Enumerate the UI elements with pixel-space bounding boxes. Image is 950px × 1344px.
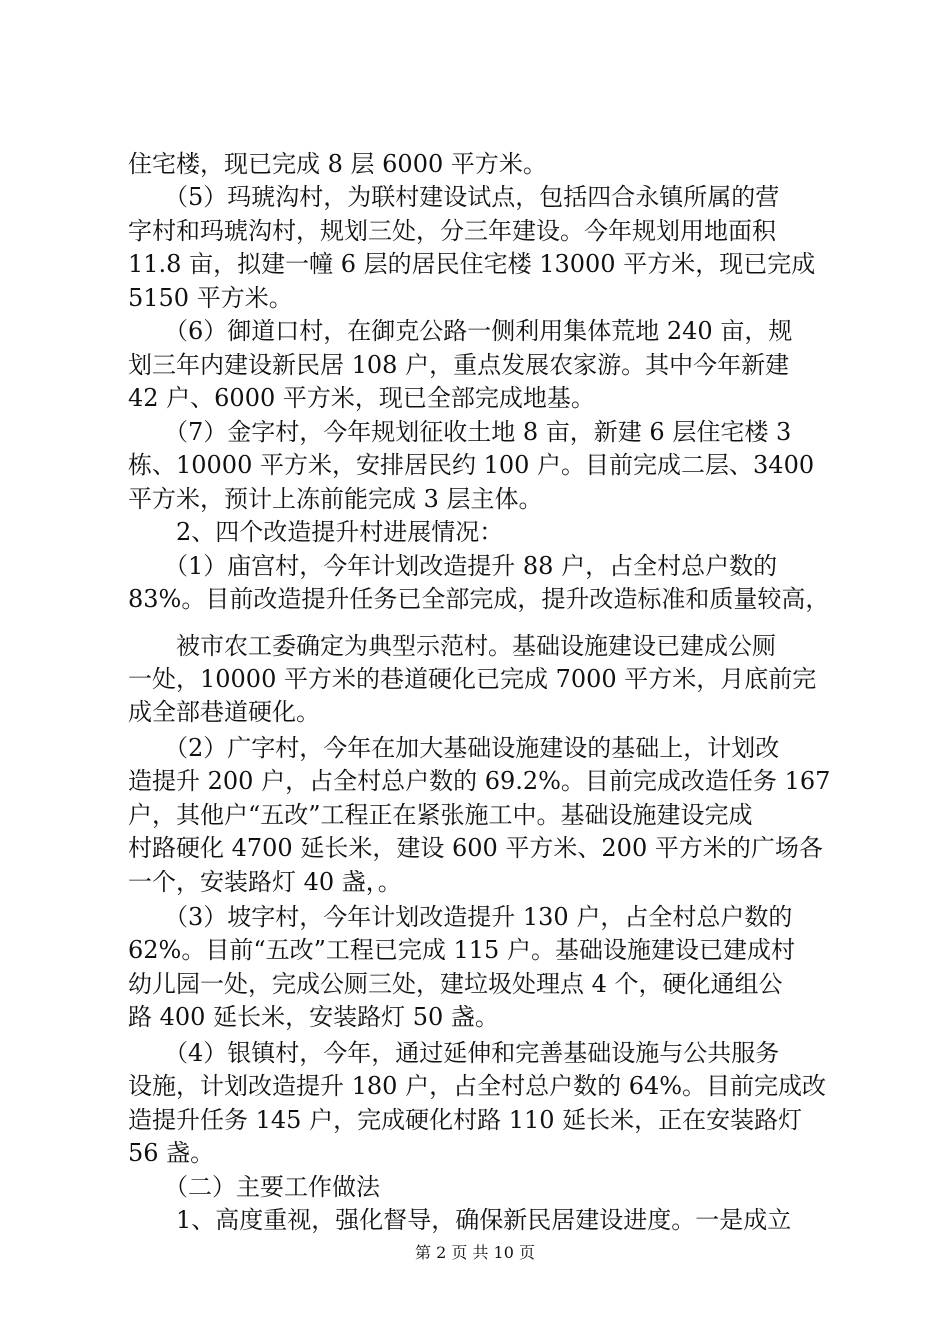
text-line: 一个，安装路灯 40 盏，。 [128,867,402,896]
text-line: 划三年内建设新民居 108 户，重点发展农家游。其中今年新建 [128,350,790,379]
text-line: 栋、10000 平方米，安排居民约 100 户。目前完成二层、3400 [128,451,815,480]
text-line: 户，其他户“五改”工程正在紧张施工中。基础设施建设完成 [128,800,753,829]
text-line: 住宅楼，现已完成 8 层 6000 平方米。 [128,150,547,178]
text-line: （5）玛琥沟村，为联村建设试点，包括四合永镇所属的营 [128,183,780,212]
text-line: 造提升任务 145 户，完成硬化村路 110 延长米，正在安装路灯 [128,1105,803,1134]
text-line: （7）金字村，今年规划征收土地 8 亩，新建 6 层住宅楼 3 [128,417,792,446]
text-line: 56 盏。 [128,1139,215,1168]
text-line: （二）主要工作做法 [128,1172,380,1201]
text-line: 一处，10000 平方米的巷道硬化已完成 7000 平方米，月底前完 [128,664,817,693]
text-line: （4）银镇村，今年，通过延伸和完善基础设施与公共服务 [128,1038,780,1067]
text-line: 2、四个改造提升村进展情况： [128,518,504,547]
text-line: 幼儿园一处，完成公厕三处，建垃圾处理点 4 个，硬化通组公 [128,969,783,998]
text-line: 被市农工委确定为典型示范村。基础设施建设已建成公厕 [128,631,776,660]
text-line: （2）广字村，今年在加大基础设施建设的基础上，计划改 [128,733,780,762]
page-footer: 第 2 页 共 10 页 [415,1243,535,1262]
text-line: 村路硬化 4700 延长米，建设 600 平方米、200 平方米的广场各 [128,834,823,863]
text-line: 造提升 200 户，占全村总户数的 69.2%。目前完成改造任务 167 [128,767,831,796]
text-line: 11.8 亩，拟建一幢 6 层的居民住宅楼 13000 平方米，现已完成 [128,250,816,279]
text-line: 成全部巷道硬化。 [128,698,320,727]
text-line: （1）庙宫村，今年计划改造提升 88 户，占全村总户数的 [128,551,778,580]
text-line: （3）坡字村，今年计划改造提升 130 户，占全村总户数的 [128,902,793,931]
text-line: 83%。目前改造提升任务已全部完成，提升改造标准和质量较高， [128,585,830,614]
text-line: 1、高度重视，强化督导，确保新民居建设进度。一是成立 [128,1206,792,1234]
text-line: 42 户、6000 平方米，现已全部完成地基。 [128,384,595,413]
text-line: 5150 平方米。 [128,283,293,312]
text-line: 平方米，预计上冻前能完成 3 层主体。 [128,484,543,513]
text-line: 设施，计划改造提升 180 户，占全村总户数的 64%。目前完成改 [128,1072,827,1101]
text-line: 字村和玛琥沟村，规划三处，分三年建设。今年规划用地面积 [128,216,776,245]
text-line: 62%。目前“五改”工程已完成 115 户。基础设施建设已建成村 [128,936,795,965]
text-line: 路 400 延长米，安装路灯 50 盏。 [128,1003,499,1032]
text-line: （6）御道口村，在御克公路一侧利用集体荒地 240 亩，规 [128,317,793,346]
